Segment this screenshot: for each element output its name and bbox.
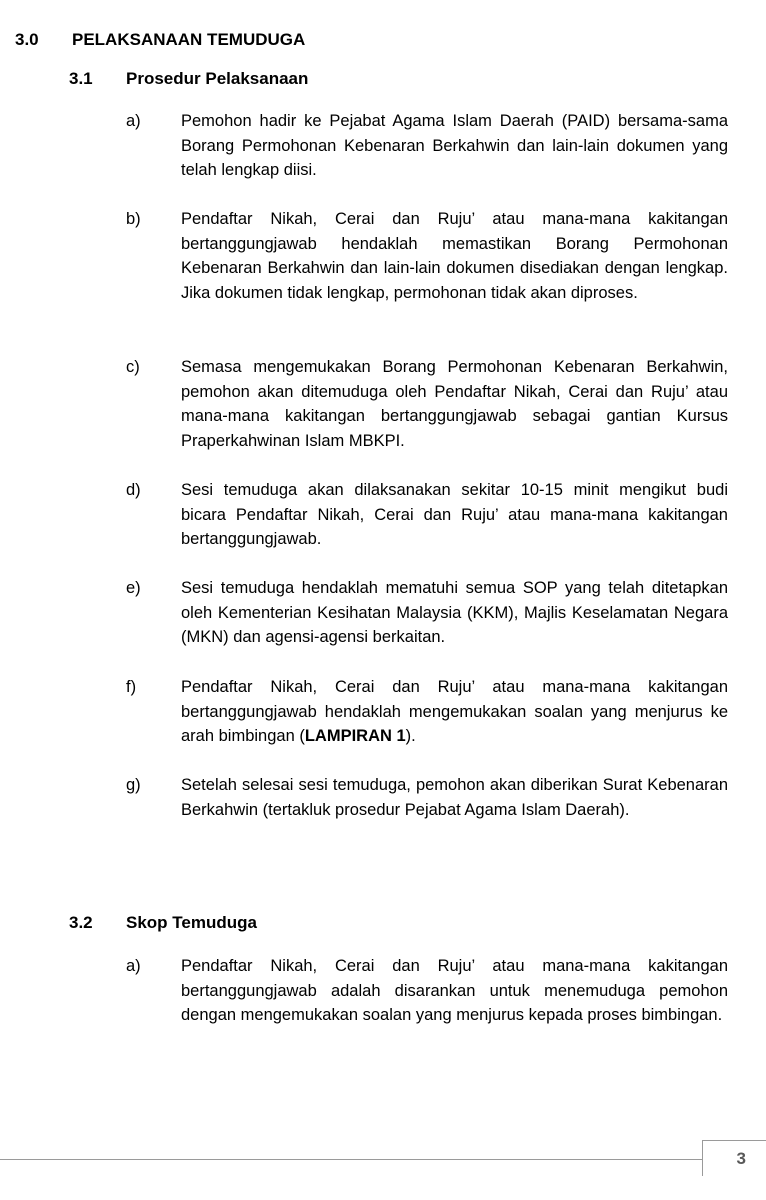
- list-item-3-1-d: [126, 478, 728, 552]
- list-item-text: Sesi temuduga akan dilaksanakan sekitar 10-15 minit mengikut budi bicara Pendaftar Nikah, Cerai dan Ruju’ atau mana-mana kakitangan bertanggungjawab.: [181, 481, 728, 548]
- list-item-label: e): [126, 579, 141, 597]
- list-item-text: Setelah selesai sesi temuduga, pemohon akan diberikan Surat Kebenaran Berkahwin (tertakluk prosedur Pejabat Agama Islam Daerah).: [181, 776, 728, 819]
- list-item-3-2-a: [126, 954, 728, 1028]
- list-item-label: f): [126, 678, 137, 696]
- list-item-label: a): [126, 112, 141, 130]
- section-3-0-number: 3.0: [15, 30, 39, 49]
- section-3-2-number: 3.2: [69, 913, 93, 932]
- page-number-box: [702, 1140, 766, 1176]
- section-3-2-title: Skop Temuduga: [126, 913, 257, 932]
- list-item-label: a): [126, 957, 141, 975]
- list-item-3-1-b: [126, 207, 728, 305]
- list-item-label: g): [126, 776, 141, 794]
- list-item-text: Semasa mengemukakan Borang Permohonan Kebenaran Berkahwin, pemohon akan ditemuduga oleh Pendaftar Nikah, Cerai dan Ruju’ atau mana-mana kakitangan bertanggungjawab sebagai gantian Kursus Praperkahwinan Islam MBKPI.: [181, 358, 728, 450]
- list-item-text: Pemohon hadir ke Pejabat Agama Islam Daerah (PAID) bersama-sama Borang Permohonan Kebenaran Berkahwin dan lain-lain dokumen yang telah lengkap diisi.: [181, 112, 728, 179]
- section-3-1-number: 3.1: [69, 69, 93, 88]
- list-item-text: Sesi temuduga hendaklah mematuhi semua SOP yang telah ditetapkan oleh Kementerian Kesihatan Malaysia (KKM), Majlis Keselamatan Negara (MKN) dan agensi-agensi berkaitan.: [181, 579, 728, 646]
- list-item-3-1-f: [126, 675, 728, 749]
- list-item-label: b): [126, 210, 141, 228]
- footer-divider: [0, 1159, 702, 1160]
- section-3-1-title: Prosedur Pelaksanaan: [126, 69, 309, 88]
- lampiran-reference: LAMPIRAN 1: [304, 727, 406, 745]
- list-item-3-1-c: [126, 355, 728, 453]
- list-item-3-1-e: [126, 576, 728, 650]
- list-item-text: Pendaftar Nikah, Cerai dan Ruju’ atau mana-mana kakitangan bertanggungjawab adalah disarankan untuk menemuduga pemohon dengan mengemukakan soalan yang menjurus kepada proses bimbingan.: [181, 957, 728, 1024]
- list-item-text-part: ).: [405, 727, 416, 745]
- list-item-label: c): [126, 358, 140, 376]
- page-number: 3: [736, 1149, 746, 1168]
- list-item-text: [181, 675, 728, 749]
- list-item-3-1-a: [126, 109, 728, 183]
- list-item-3-1-g: [126, 773, 728, 822]
- section-3-0-title: PELAKSANAAN TEMUDUGA: [72, 30, 306, 49]
- list-item-text-part: Pendaftar Nikah, Cerai dan Ruju’ atau mana-mana kakitangan bertanggungjawab hendaklah mengemukakan soalan yang menjurus ke arah bimbingan (: [181, 678, 728, 745]
- list-item-label: d): [126, 481, 141, 499]
- list-item-text: Pendaftar Nikah, Cerai dan Ruju’ atau mana-mana kakitangan bertanggungjawab hendaklah memastikan Borang Permohonan Kebenaran Berkahwin dan lain-lain dokumen disediakan dengan lengkap. Jika dokumen tidak lengkap, permohonan tidak akan diproses.: [181, 210, 728, 302]
